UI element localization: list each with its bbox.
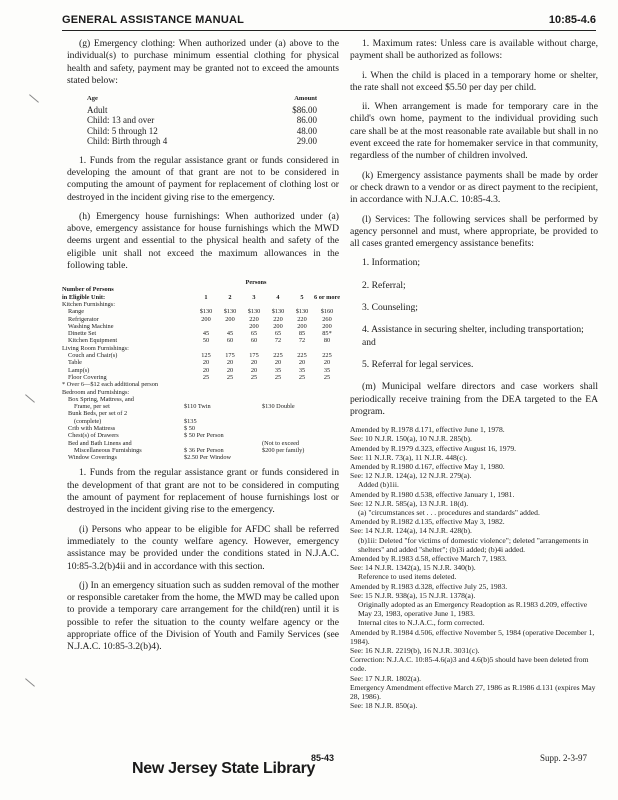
furn-cell: 200 bbox=[297, 322, 307, 330]
page-number: 85-43 bbox=[311, 753, 335, 763]
furn-row bbox=[62, 352, 340, 359]
furn-cell: 200 bbox=[273, 322, 283, 330]
bedroom-row bbox=[62, 425, 340, 432]
furn-cell: 25 bbox=[250, 373, 258, 381]
bedroom-label: (complete) bbox=[74, 417, 102, 425]
clothing-amount: 29.00 bbox=[296, 136, 317, 147]
furn-cell bbox=[194, 345, 218, 352]
clothing-age: Child: Birth through 4 bbox=[87, 136, 168, 147]
history-line: See: 12 N.J.R. 124(a), 12 N.J.R. 279(a). bbox=[350, 471, 472, 481]
bedroom-table bbox=[62, 389, 340, 462]
furn-col-header: 2 bbox=[228, 293, 232, 301]
furn-row-label: Washing Machine bbox=[68, 322, 114, 330]
furn-cell: 200 bbox=[201, 315, 211, 323]
bedroom-label: Window Coverings bbox=[68, 454, 117, 462]
furn-cell: 72 bbox=[298, 337, 306, 345]
furn-cell: 225 bbox=[297, 352, 307, 360]
furn-row-label: Table bbox=[68, 359, 82, 367]
furn-row bbox=[62, 308, 340, 315]
clothing-row bbox=[87, 105, 317, 116]
clothing-age: Adult bbox=[87, 104, 108, 115]
bedroom-amount: $135 bbox=[184, 417, 197, 425]
bedroom-limit: (Not to exceed bbox=[262, 439, 300, 447]
bedroom-row bbox=[62, 454, 340, 461]
furn-row-label: Dinette Set bbox=[68, 330, 97, 338]
furn-cell: 20 bbox=[202, 359, 210, 367]
history-line: Correction: N.J.A.C. 10:85-4.6(a)3 and 4.6(b)5 should have been deleted from code. bbox=[350, 655, 589, 674]
bedroom-limit bbox=[262, 389, 340, 396]
history-line: Amended by R.1983 d.58, effective March 7, 1983. bbox=[350, 553, 507, 563]
bedroom-amount bbox=[184, 389, 262, 396]
bedroom-label: Box Spring, Mattress, and bbox=[68, 395, 134, 403]
furn-row bbox=[62, 345, 340, 352]
furn-cell bbox=[242, 345, 266, 352]
paragraph-j1ii: ii. When arrangement is made for temporary care in the child's own home, payment to the individual providing such care shall be at the most reasonable rate available but shall in no event exceed the rate for homemaker service in that community, regardless of the number of children involved. bbox=[350, 101, 598, 162]
bedroom-row bbox=[62, 432, 340, 439]
furn-cell: 25 bbox=[323, 373, 331, 381]
furn-row-label: Kitchen Equipment bbox=[68, 337, 118, 345]
bedroom-label: Bedroom and Furnishings: bbox=[62, 388, 130, 396]
bedroom-amount: $ 50 bbox=[184, 425, 196, 432]
history-line: Amended by R.1980 d.538, effective January 1, 1981. bbox=[350, 489, 515, 499]
paragraph-j: (j) In an emergency situation such as sudden removal of the mother or responsible caretaker from the home, the MWD may be called upon to provide a temporary care arrangement for the child(ren) until it is possible to refer the situation to the county welfare agency or the appropriate office of the Division of Youth and Family Services (see N.J.A.C. 10:85-3.2(b)4). bbox=[67, 579, 339, 653]
history-line: Emergency Amendment effective March 27, 1986 as R.1986 d.131 (expires May 28, 1986). bbox=[350, 682, 596, 702]
margin-scratch bbox=[25, 394, 35, 402]
furn-cell: 175 bbox=[225, 352, 235, 360]
furn-cell: 220 bbox=[273, 315, 283, 323]
bedroom-label: Chest(s) of Drawers bbox=[68, 432, 119, 440]
history-line: See: 14 N.J.R. 124(a), 14 N.J.R. 428(b). bbox=[350, 526, 472, 536]
furn-label-1: Number of Persons bbox=[62, 286, 114, 294]
furn-cell: 25 bbox=[274, 373, 282, 381]
service-item: 2. Referral; bbox=[362, 279, 406, 291]
furn-cell: $130 bbox=[223, 308, 237, 316]
history-line: See: 18 N.J.R. 850(a). bbox=[350, 701, 418, 711]
furn-cell: 25 bbox=[298, 373, 306, 381]
furn-cell: 225 bbox=[273, 352, 283, 360]
paragraph-j1: 1. Maximum rates: Unless care is available without charge, payment shall be authorized as follows: bbox=[350, 38, 598, 62]
history-line: Added (b)1ii. bbox=[358, 480, 399, 490]
furn-col-header: 5 bbox=[300, 293, 304, 301]
running-header-section: 10:85-4.6 bbox=[548, 14, 596, 26]
bedroom-label: Bed and Bath Linens and bbox=[68, 439, 132, 447]
service-item: 1. Information; bbox=[362, 257, 421, 269]
history-line: Amended by R.1979 d.323, effective August 16, 1979. bbox=[350, 443, 517, 453]
furn-cell: 200 bbox=[322, 322, 332, 330]
bedroom-row bbox=[62, 403, 340, 410]
clothing-amount: 48.00 bbox=[296, 125, 317, 136]
paragraph-i: (i) Persons who appear to be eligible for AFDC shall be referred immediately to the county welfare agency. However, emergency assistance may be provided under the conditions stated in N.J.A.C. 10:85-3.2(b)4ii and in accordance with this section. bbox=[67, 523, 339, 572]
margin-scratch bbox=[25, 678, 35, 686]
paragraph-g: (g) Emergency clothing: When authorized under (a) above to the individual(s) to purchase minimum essential clothing for physical health and safety, payment may be granted not to exceed the amounts stated below: bbox=[67, 38, 339, 86]
furn-cell: 45 bbox=[202, 330, 210, 338]
furn-label-2: in Eligible Unit: bbox=[62, 293, 106, 301]
paragraph-m: (m) Municipal welfare directors and case workers shall periodically receive training from the DEA targeted to the EA program. bbox=[350, 381, 598, 417]
margin-scratch bbox=[29, 94, 39, 102]
furn-cell bbox=[242, 301, 266, 308]
furn-cell: 25 bbox=[226, 373, 234, 381]
furn-row-label: Couch and Chair(s) bbox=[68, 352, 118, 360]
clothing-amount: $86.00 bbox=[292, 104, 317, 115]
paragraph-j1i: i. When the child is placed in a temporary home or shelter, the rate shall not exceed $5.50 per day per child. bbox=[350, 69, 598, 93]
furn-cell: 220 bbox=[249, 315, 259, 323]
furnishings-table-block bbox=[62, 279, 340, 461]
furn-row-label: Kitchen Furnishings: bbox=[62, 300, 115, 308]
history-line: Amended by R.1978 d.171, effective June 1, 1978. bbox=[350, 425, 505, 435]
bedroom-amount bbox=[184, 440, 262, 447]
clothing-head-amount: Amount bbox=[294, 95, 317, 103]
furn-row bbox=[62, 359, 340, 366]
paragraph-k: (k) Emergency assistance payments shall be made by order or check drawn to a vendor or as direct payment to the recipient, in accordance with N.J.A.C. 10:85-4.3. bbox=[350, 169, 598, 206]
furn-cell bbox=[290, 345, 314, 352]
furn-row-label: Floor Covering bbox=[68, 373, 107, 381]
furn-cell: 85 bbox=[298, 330, 306, 338]
furn-row-label: Lamp(s) bbox=[68, 366, 90, 374]
bedroom-limit bbox=[262, 418, 340, 425]
bedroom-limit bbox=[262, 396, 340, 403]
bedroom-row bbox=[62, 396, 340, 403]
bedroom-row bbox=[62, 447, 340, 454]
furn-cell: 20 bbox=[250, 359, 258, 367]
furn-cell bbox=[218, 345, 242, 352]
bedroom-row bbox=[62, 440, 340, 447]
header-rule bbox=[62, 30, 596, 31]
furn-cell: 200 bbox=[225, 315, 235, 323]
service-item: 4. Assistance in securing shelter, including transportation; and bbox=[362, 324, 584, 348]
history-line: Amended by R.1984 d.506, effective November 5, 1984 (operative December 1, 1984). bbox=[350, 627, 595, 646]
furn-cell: $130 bbox=[271, 308, 285, 316]
furn-cell: $160 bbox=[320, 308, 334, 316]
furn-cell: 20 bbox=[226, 359, 234, 367]
furn-cell: 65 bbox=[274, 330, 282, 338]
furn-cell: 60 bbox=[250, 337, 258, 345]
bedroom-row bbox=[62, 418, 340, 425]
furn-row bbox=[62, 301, 340, 308]
bedroom-label: Bunk Beds, per set of 2 bbox=[68, 410, 128, 418]
history-line: Internal cites to N.J.A.C., form corrected. bbox=[358, 618, 485, 628]
bedroom-limit bbox=[262, 454, 340, 461]
clothing-row bbox=[87, 136, 317, 147]
bedroom-label: Miscellaneous Furnishings bbox=[74, 446, 142, 454]
furn-cell: 20 bbox=[202, 366, 210, 374]
bedroom-amount: $ 50 Per Person bbox=[184, 432, 224, 440]
clothing-head-age: Age bbox=[87, 95, 98, 103]
bedroom-amount: $2.50 Per Window bbox=[184, 454, 232, 462]
furn-cell: 45 bbox=[226, 330, 234, 338]
bedroom-limit: $200 per family) bbox=[262, 446, 305, 454]
paragraph-l: (l) Services: The following services shall be performed by agency personnel and must, where appropriate, be provided to all cases granted emergency assistance benefits: bbox=[350, 213, 598, 250]
furn-row-label: Living Room Furnishings: bbox=[62, 344, 129, 352]
history-line: See: 10 N.J.R. 150(a), 10 N.J.R. 285(b). bbox=[350, 434, 472, 444]
furn-col-header: 6 or more bbox=[314, 293, 340, 301]
furn-row-label: Range bbox=[68, 308, 85, 316]
bedroom-amount: $110 Twin bbox=[184, 403, 211, 411]
furn-cell: 35 bbox=[298, 366, 306, 374]
furn-cell: 60 bbox=[226, 337, 234, 345]
furn-cell bbox=[218, 323, 242, 330]
furn-cell: 20 bbox=[226, 366, 234, 374]
furn-col-header: 4 bbox=[276, 293, 280, 301]
furn-cell: $130 bbox=[199, 308, 213, 316]
furn-cell bbox=[266, 301, 290, 308]
history-line: Reference to used items deleted. bbox=[358, 572, 457, 582]
furn-cell: 65 bbox=[250, 330, 258, 338]
furn-persons-heading: Persons bbox=[245, 279, 267, 287]
furn-cell: 125 bbox=[201, 352, 211, 360]
history-line: Amended by R.1982 d.135, effective May 3, 1982. bbox=[350, 517, 505, 527]
clothing-row bbox=[87, 115, 317, 126]
furn-cell: 25 bbox=[202, 373, 210, 381]
furn-cell bbox=[266, 345, 290, 352]
furn-cell: 35 bbox=[323, 366, 331, 374]
history-notes bbox=[350, 425, 598, 710]
bedroom-row bbox=[62, 410, 340, 417]
furn-cell: 200 bbox=[249, 322, 259, 330]
furn-cell: 72 bbox=[274, 337, 282, 345]
furn-cell bbox=[218, 301, 242, 308]
furn-cell: 20 bbox=[250, 366, 258, 374]
left-column bbox=[62, 38, 340, 661]
furn-cell: 20 bbox=[274, 359, 282, 367]
history-line: Amended by R.1980 d.167, effective May 1, 1980. bbox=[350, 461, 505, 471]
history-line: See: 16 N.J.R. 2219(b), 16 N.J.R. 3031(c). bbox=[350, 646, 480, 655]
bedroom-amount: $ 36 Per Person bbox=[184, 446, 224, 454]
furn-cell: 20 bbox=[298, 359, 306, 367]
furn-row bbox=[62, 367, 340, 374]
furn-cell: $130 bbox=[247, 308, 261, 316]
paragraph-g1: 1. Funds from the regular assistance grant or funds considered in developing the amount of that grant are not to be considered in computing the amount of payment for replacement of clothing lost or destroyed in the incident giving rise to the emergency. bbox=[67, 154, 339, 203]
right-column bbox=[350, 38, 598, 710]
furn-cell: 175 bbox=[249, 352, 259, 360]
paragraph-h1: 1. Funds from the regular assistance grant or funds considered in the development of that grant are not to be considered in computing the amount of payment for replacement of house furnishings lost or destroyed in the incident giving rise to the emergency. bbox=[67, 467, 339, 516]
paragraph-h: (h) Emergency house furnishings: When authorized under (a) above, emergency assistance for house furnishings which the MWD deems urgent and essential to the physical health and safety of the eligible unit shall not exceed the maximum allowances in the following table. bbox=[67, 210, 339, 272]
furn-cell: 20 bbox=[323, 359, 331, 367]
furn-cell: 225 bbox=[322, 352, 332, 360]
furn-cell: 220 bbox=[297, 315, 307, 323]
furn-row bbox=[62, 374, 340, 381]
bedroom-label: Crib with Mattress bbox=[68, 425, 116, 432]
furn-col-header: 3 bbox=[252, 293, 256, 301]
furn-row-label: Refrigerator bbox=[68, 315, 99, 323]
bedroom-limit bbox=[262, 410, 340, 417]
history-line: Amended by R.1983 d.328, effective July 25, 1983. bbox=[350, 581, 508, 591]
history-line: See: 17 N.J.R. 1802(a). bbox=[350, 673, 422, 683]
clothing-age: Child: 13 and over bbox=[87, 115, 155, 126]
clothing-row bbox=[87, 126, 317, 137]
furnishings-table bbox=[62, 286, 340, 381]
history-line: See: 12 N.J.R. 585(a), 13 N.J.R. 18(d). bbox=[350, 498, 469, 508]
furn-cell bbox=[314, 301, 340, 308]
bedroom-limit bbox=[262, 432, 340, 439]
supplement-date: Supp. 2-3-97 bbox=[540, 753, 587, 763]
history-line: See: 11 N.J.R. 73(a), 11 N.J.R. 448(c). bbox=[350, 452, 468, 462]
bedroom-limit: $130 Double bbox=[262, 403, 295, 411]
furn-cell bbox=[290, 301, 314, 308]
furn-cell: 35 bbox=[274, 366, 282, 374]
clothing-amount: 86.00 bbox=[296, 115, 317, 126]
services-list bbox=[350, 257, 598, 371]
clothing-table bbox=[87, 94, 317, 147]
bedroom-limit bbox=[262, 425, 340, 432]
service-item: 5. Referral for legal services. bbox=[362, 358, 474, 370]
history-line: (b)1ii: Deleted "for victims of domestic violence"; deleted "arrangements in shelters" and added "shelter"; (b)3i added; (b)4i added. bbox=[358, 535, 589, 554]
bedroom-amount bbox=[184, 396, 262, 403]
furn-note: * Over 6—$12 each additional person bbox=[62, 381, 158, 389]
running-header-title: GENERAL ASSISTANCE MANUAL bbox=[62, 14, 245, 26]
furn-cell: 85* bbox=[322, 330, 332, 338]
furn-col-header: 1 bbox=[204, 293, 208, 301]
history-line: See: 14 N.J.R. 1342(a), 15 N.J.R. 340(b). bbox=[350, 563, 476, 573]
history-line: See: 15 N.J.R. 938(a), 15 N.J.R. 1378(a). bbox=[350, 590, 476, 600]
furn-row bbox=[62, 330, 340, 337]
library-stamp: New Jersey State Library bbox=[132, 760, 316, 777]
furn-cell: 80 bbox=[323, 337, 331, 345]
history-line: (a) "circumstances set . . . procedures and standards" added. bbox=[358, 507, 540, 517]
furn-row bbox=[62, 337, 340, 344]
bedroom-row bbox=[62, 389, 340, 396]
furn-cell: 50 bbox=[202, 337, 210, 345]
bedroom-label: Frame, per set bbox=[74, 403, 110, 411]
furn-cell: 260 bbox=[322, 315, 332, 323]
service-item: 3. Counseling; bbox=[362, 302, 418, 314]
furn-cell bbox=[194, 323, 218, 330]
bedroom-amount bbox=[184, 410, 262, 417]
furn-cell bbox=[194, 301, 218, 308]
history-line: Originally adopted as an Emergency Readoption as R.1983 d.209, effective May 23, 1983, operative June 1, 1983. bbox=[358, 599, 588, 619]
clothing-age: Child: 5 through 12 bbox=[87, 125, 158, 136]
furn-row bbox=[62, 323, 340, 330]
furn-cell: $130 bbox=[295, 308, 309, 316]
furn-row bbox=[62, 316, 340, 323]
furn-cell bbox=[314, 345, 340, 352]
